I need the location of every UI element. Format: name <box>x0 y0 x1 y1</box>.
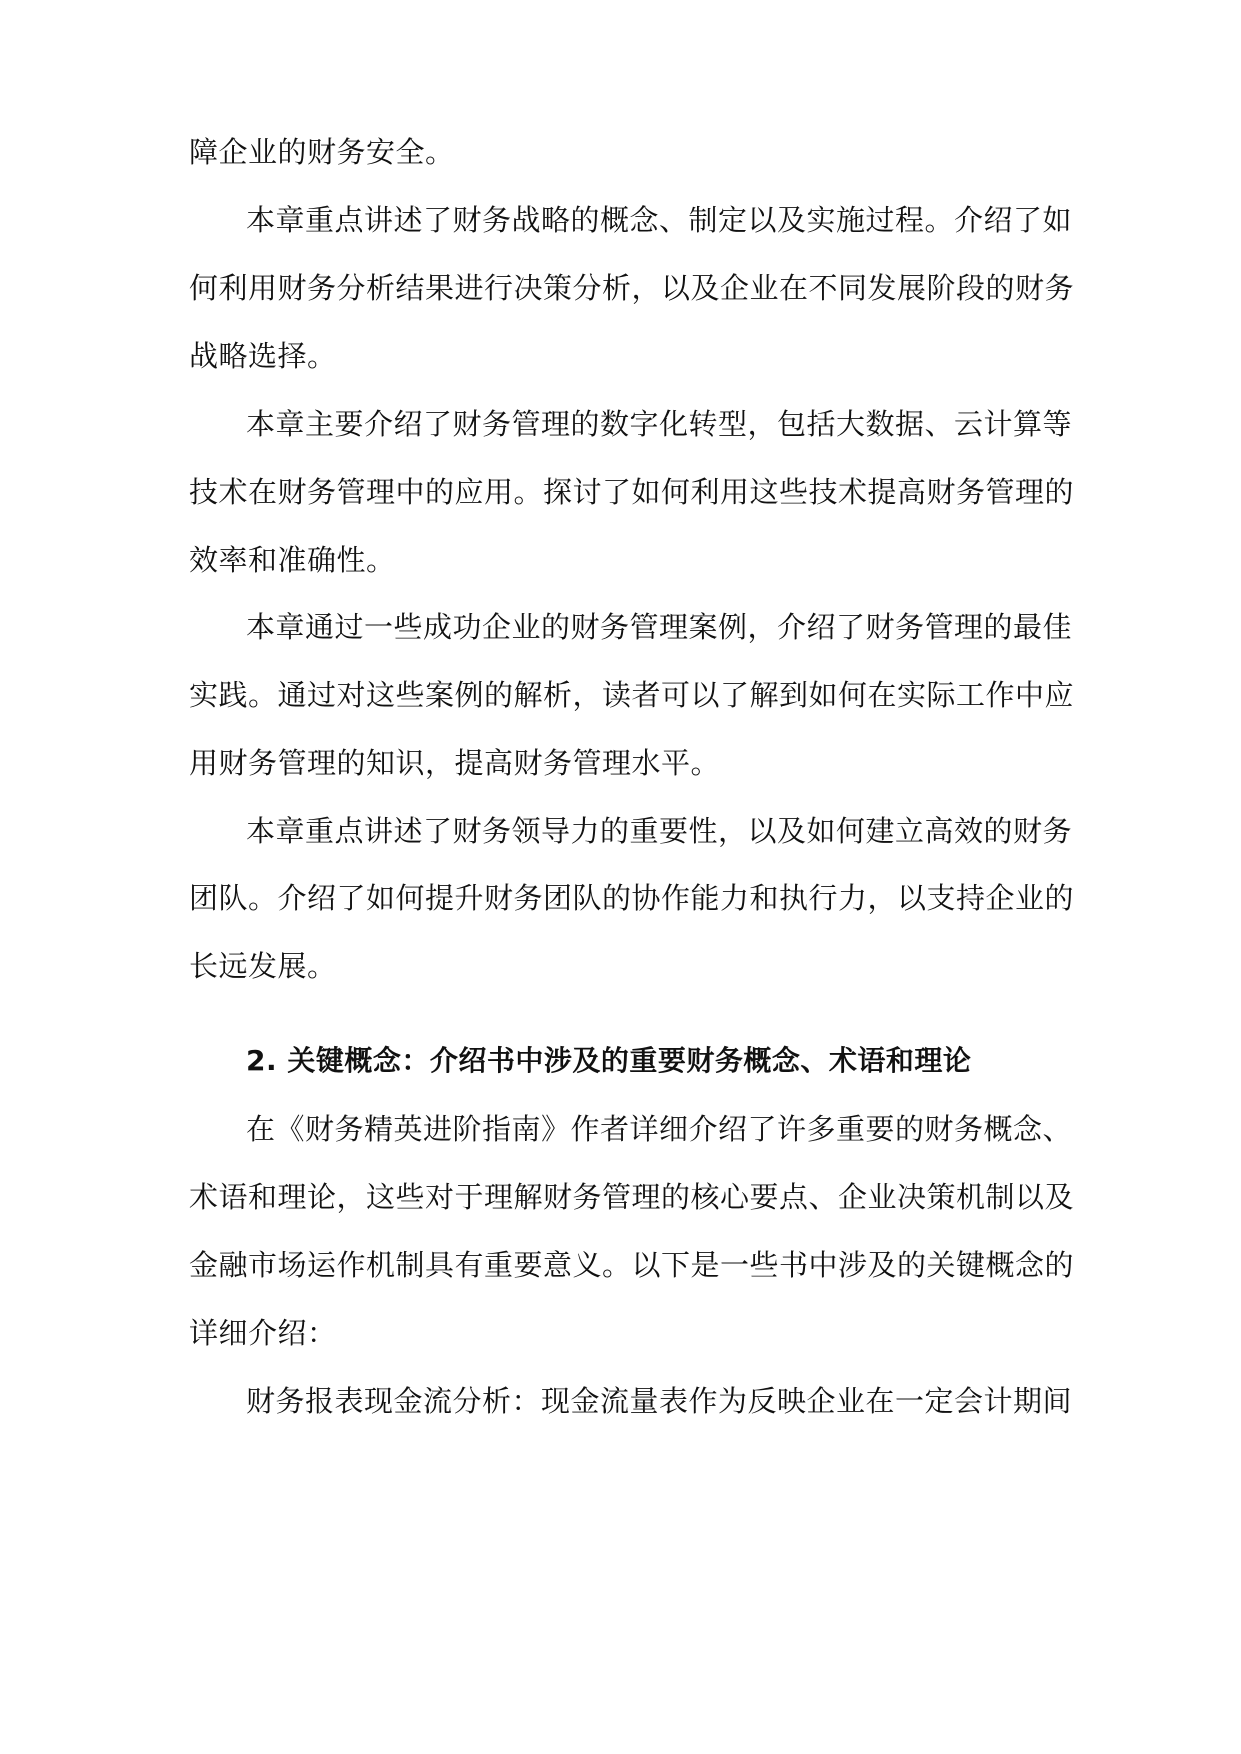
paragraph-line: 效率和准确性。 <box>189 543 396 577</box>
paragraph-line: 何利用财务分析结果进行决策分析，以及企业在不同发展阶段的财务 <box>189 271 1075 305</box>
paragraph-line: 金融市场运作机制具有重要意义。以下是一些书中涉及的关键概念的 <box>189 1248 1075 1282</box>
paragraph-line: 术语和理论，这些对于理解财务管理的核心要点、企业决策机制以及 <box>189 1180 1075 1214</box>
paragraph-line: 在《财务精英进阶指南》作者详细介绍了许多重要的财务概念、 <box>246 1112 1073 1146</box>
paragraph-line: 实践。通过对这些案例的解析，读者可以了解到如何在实际工作中应 <box>189 678 1075 712</box>
paragraph-line: 用财务管理的知识，提高财务管理水平。 <box>189 746 721 780</box>
paragraph-line: 详细介绍： <box>189 1316 337 1350</box>
paragraph-line: 长远发展。 <box>189 949 337 983</box>
paragraph-line: 本章主要介绍了财务管理的数字化转型，包括大数据、云计算等 <box>246 407 1073 441</box>
paragraph-line: 本章重点讲述了财务领导力的重要性，以及如何建立高效的财务 <box>246 814 1073 848</box>
paragraph-line: 障企业的财务安全。 <box>189 135 455 169</box>
paragraph-line: 技术在财务管理中的应用。探讨了如何利用这些技术提高财务管理的 <box>189 475 1075 509</box>
paragraph-line: 本章通过一些成功企业的财务管理案例，介绍了财务管理的最佳 <box>246 610 1073 644</box>
paragraph-line: 战略选择。 <box>189 339 337 373</box>
paragraph-line: 财务报表现金流分析：现金流量表作为反映企业在一定会计期间 <box>246 1384 1073 1418</box>
paragraph-line: 团队。介绍了如何提升财务团队的协作能力和执行力，以支持企业的 <box>189 881 1075 915</box>
section-heading: 2. 关键概念：介绍书中涉及的重要财务概念、术语和理论 <box>246 1044 972 1077</box>
paragraph-line: 本章重点讲述了财务战略的概念、制定以及实施过程。介绍了如 <box>246 203 1073 237</box>
